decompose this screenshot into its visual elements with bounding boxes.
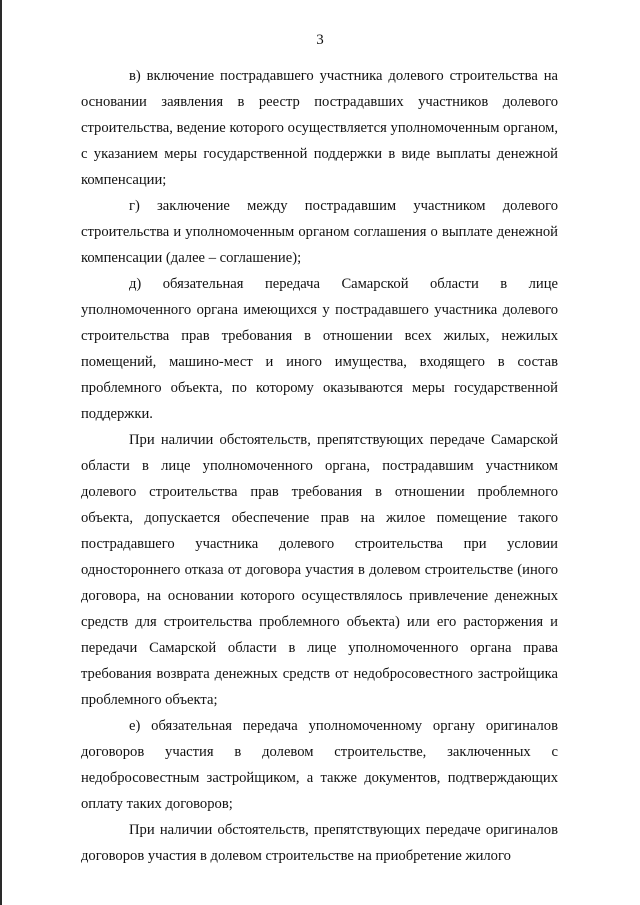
paragraph-e: е) обязательная передача уполномоченному органу оригиналов договоров участия в долевом строительстве, заключенных с недобросовестным застройщиком, а также документов, подтверждающих оплату таких договоров; xyxy=(81,718,558,812)
paragraph-obstacles-originals: При наличии обстоятельств, препятствующих передаче оригиналов договоров участия в долевом строительстве на приобретение жилого xyxy=(81,822,558,864)
paragraph-obstacles-rights: При наличии обстоятельств, препятствующих передаче Самарской области в лице уполномоченного органа, пострадавшим участником долевого строительства прав требования в отношении проблемного объекта, допускается обеспечение прав на жилое помещение такого пострадавшего участника долевого строительства при условии одностороннего отказа от договора участия в долевом строительстве (иного договора, на основании которого осуществлялось привлечение денежных средств для строительства проблемного объекта) или его расторжения и передачи Самарской области в лице уполномоченного органа права требования возврата денежных средств от недобросовестного застройщика проблемного объекта; xyxy=(81,432,558,708)
document-body xyxy=(81,63,558,869)
scan-left-edge xyxy=(0,0,2,905)
paragraph-g: г) заключение между пострадавшим участником долевого строительства и уполномоченным органом соглашения о выплате денежной компенсации (далее – соглашение); xyxy=(81,198,558,266)
paragraph-v: в) включение пострадавшего участника долевого строительства на основании заявления в реестр пострадавших участников долевого строительства, ведение которого осуществляется уполномоченным органом, с указанием меры государственной поддержки в виде выплаты денежной компенсации; xyxy=(81,68,558,188)
page-number: 3 xyxy=(316,32,324,48)
paragraph-d: д) обязательная передача Самарской области в лице уполномоченного органа имеющихся у пострадавшего участника долевого строительства прав требования в отношении всех жилых, нежилых помещений, машино-мест и иного имущества, входящего в состав проблемного объекта, по которому оказываются меры государственной поддержки. xyxy=(81,276,558,422)
